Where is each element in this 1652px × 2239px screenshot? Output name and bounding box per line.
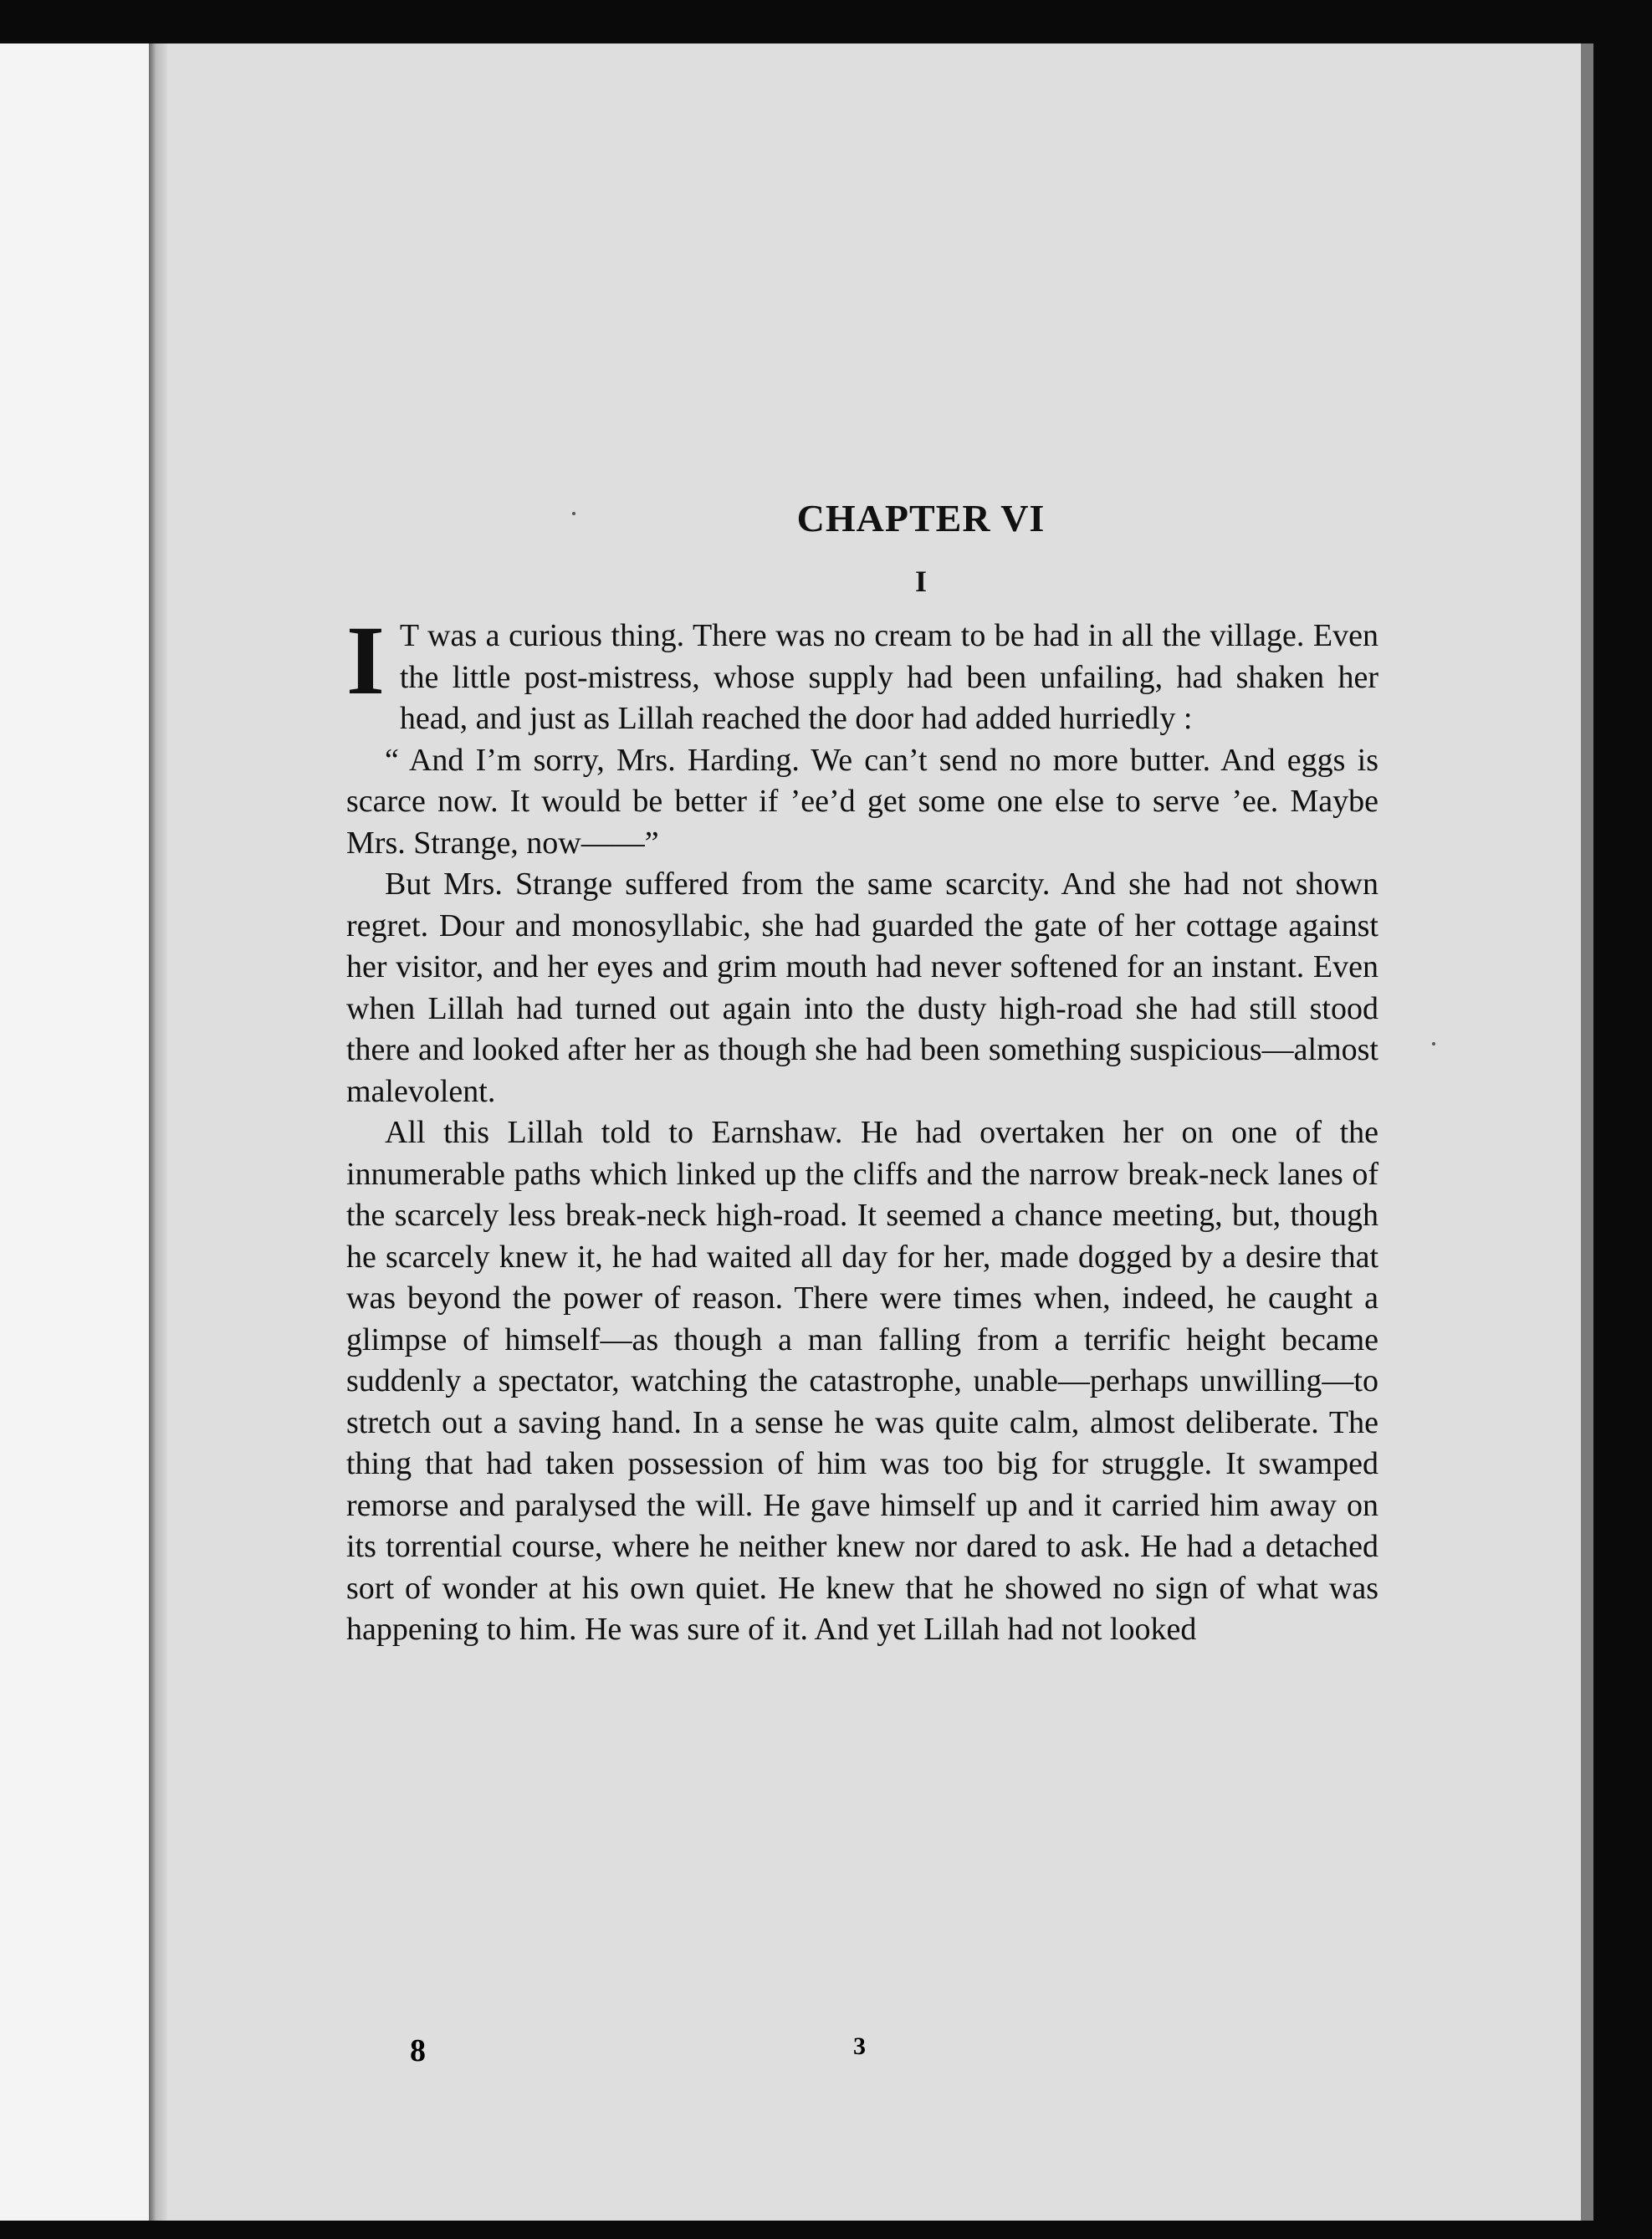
scan-border-bottom: [0, 2221, 1652, 2239]
scan-border-right: [1593, 0, 1652, 2239]
opening-paragraph: [346, 606, 1378, 740]
chapter-body: [346, 606, 1378, 1651]
chapter-title: CHAPTER VI: [796, 497, 1046, 539]
page-folio: 3: [853, 2032, 866, 2060]
opening-text: T was a curious thing. There was no cream to be had in all the village. Even the little post-mistress, whose supply had been unfailing, had shaken her head, and just as Lillah reached the door had added hurriedly :: [399, 618, 1378, 736]
paragraph: All this Lillah told to Earnshaw. He had overtaken her on one of the innumerable paths which linked up the cliffs and the narrow break-neck lanes of the scarcely less break-neck high-road. It seemed a chance meeting, but, though he scarcely knew it, he had waited all day for her, made dogged by a desire that was beyond the power of reason. There were times when, indeed, he caught a glimpse of himself—as though a man falling from a terrific height became suddenly a spectator, watching the catastrophe, unable—perhaps unwilling—to stretch out a saving hand. In a sense he was quite calm, almost deliberate. The thing that had taken possession of him was too big for struggle. It swamped remorse and paralysed the will. He gave himself up and it carried him away on its torrential course, where he neither knew nor dared to ask. He had a detached sort of wonder at his own quiet. He knew that he showed no sign of what was happening to him. He was sure of it. And yet Lillah had not looked: [346, 1115, 1378, 1647]
book-spine: [149, 43, 167, 2221]
section-number: I: [914, 565, 927, 598]
page-edge-shadow: [1581, 43, 1593, 2221]
facing-page-margin: [0, 43, 149, 2221]
scan-border-top: [0, 0, 1652, 43]
page-footer: [410, 2032, 1330, 2083]
page-text-block: [346, 485, 1378, 1651]
paragraph: “ And I’m sorry, Mrs. Harding. We can’t send no more butter. And eggs is scarce now. It would be better if ’ee’d get some one else to serve ’ee. Maybe Mrs. Strange, now——”: [346, 742, 1378, 861]
drop-cap: I: [346, 606, 385, 715]
paragraph: But Mrs. Strange suffered from the same scarcity. And she had not shown regret. Dour and monosyllabic, she had guarded the gate of her cottage against her visitor, and her eyes and grim mouth had never softened for an instant. Even when Lillah had turned out again into the dusty high-road she had still stood there and looked after her as though she had been something suspicious—almost malevolent.: [346, 866, 1378, 1109]
signature-mark: 8: [410, 2033, 426, 2068]
paper-speck: [1432, 1042, 1435, 1045]
